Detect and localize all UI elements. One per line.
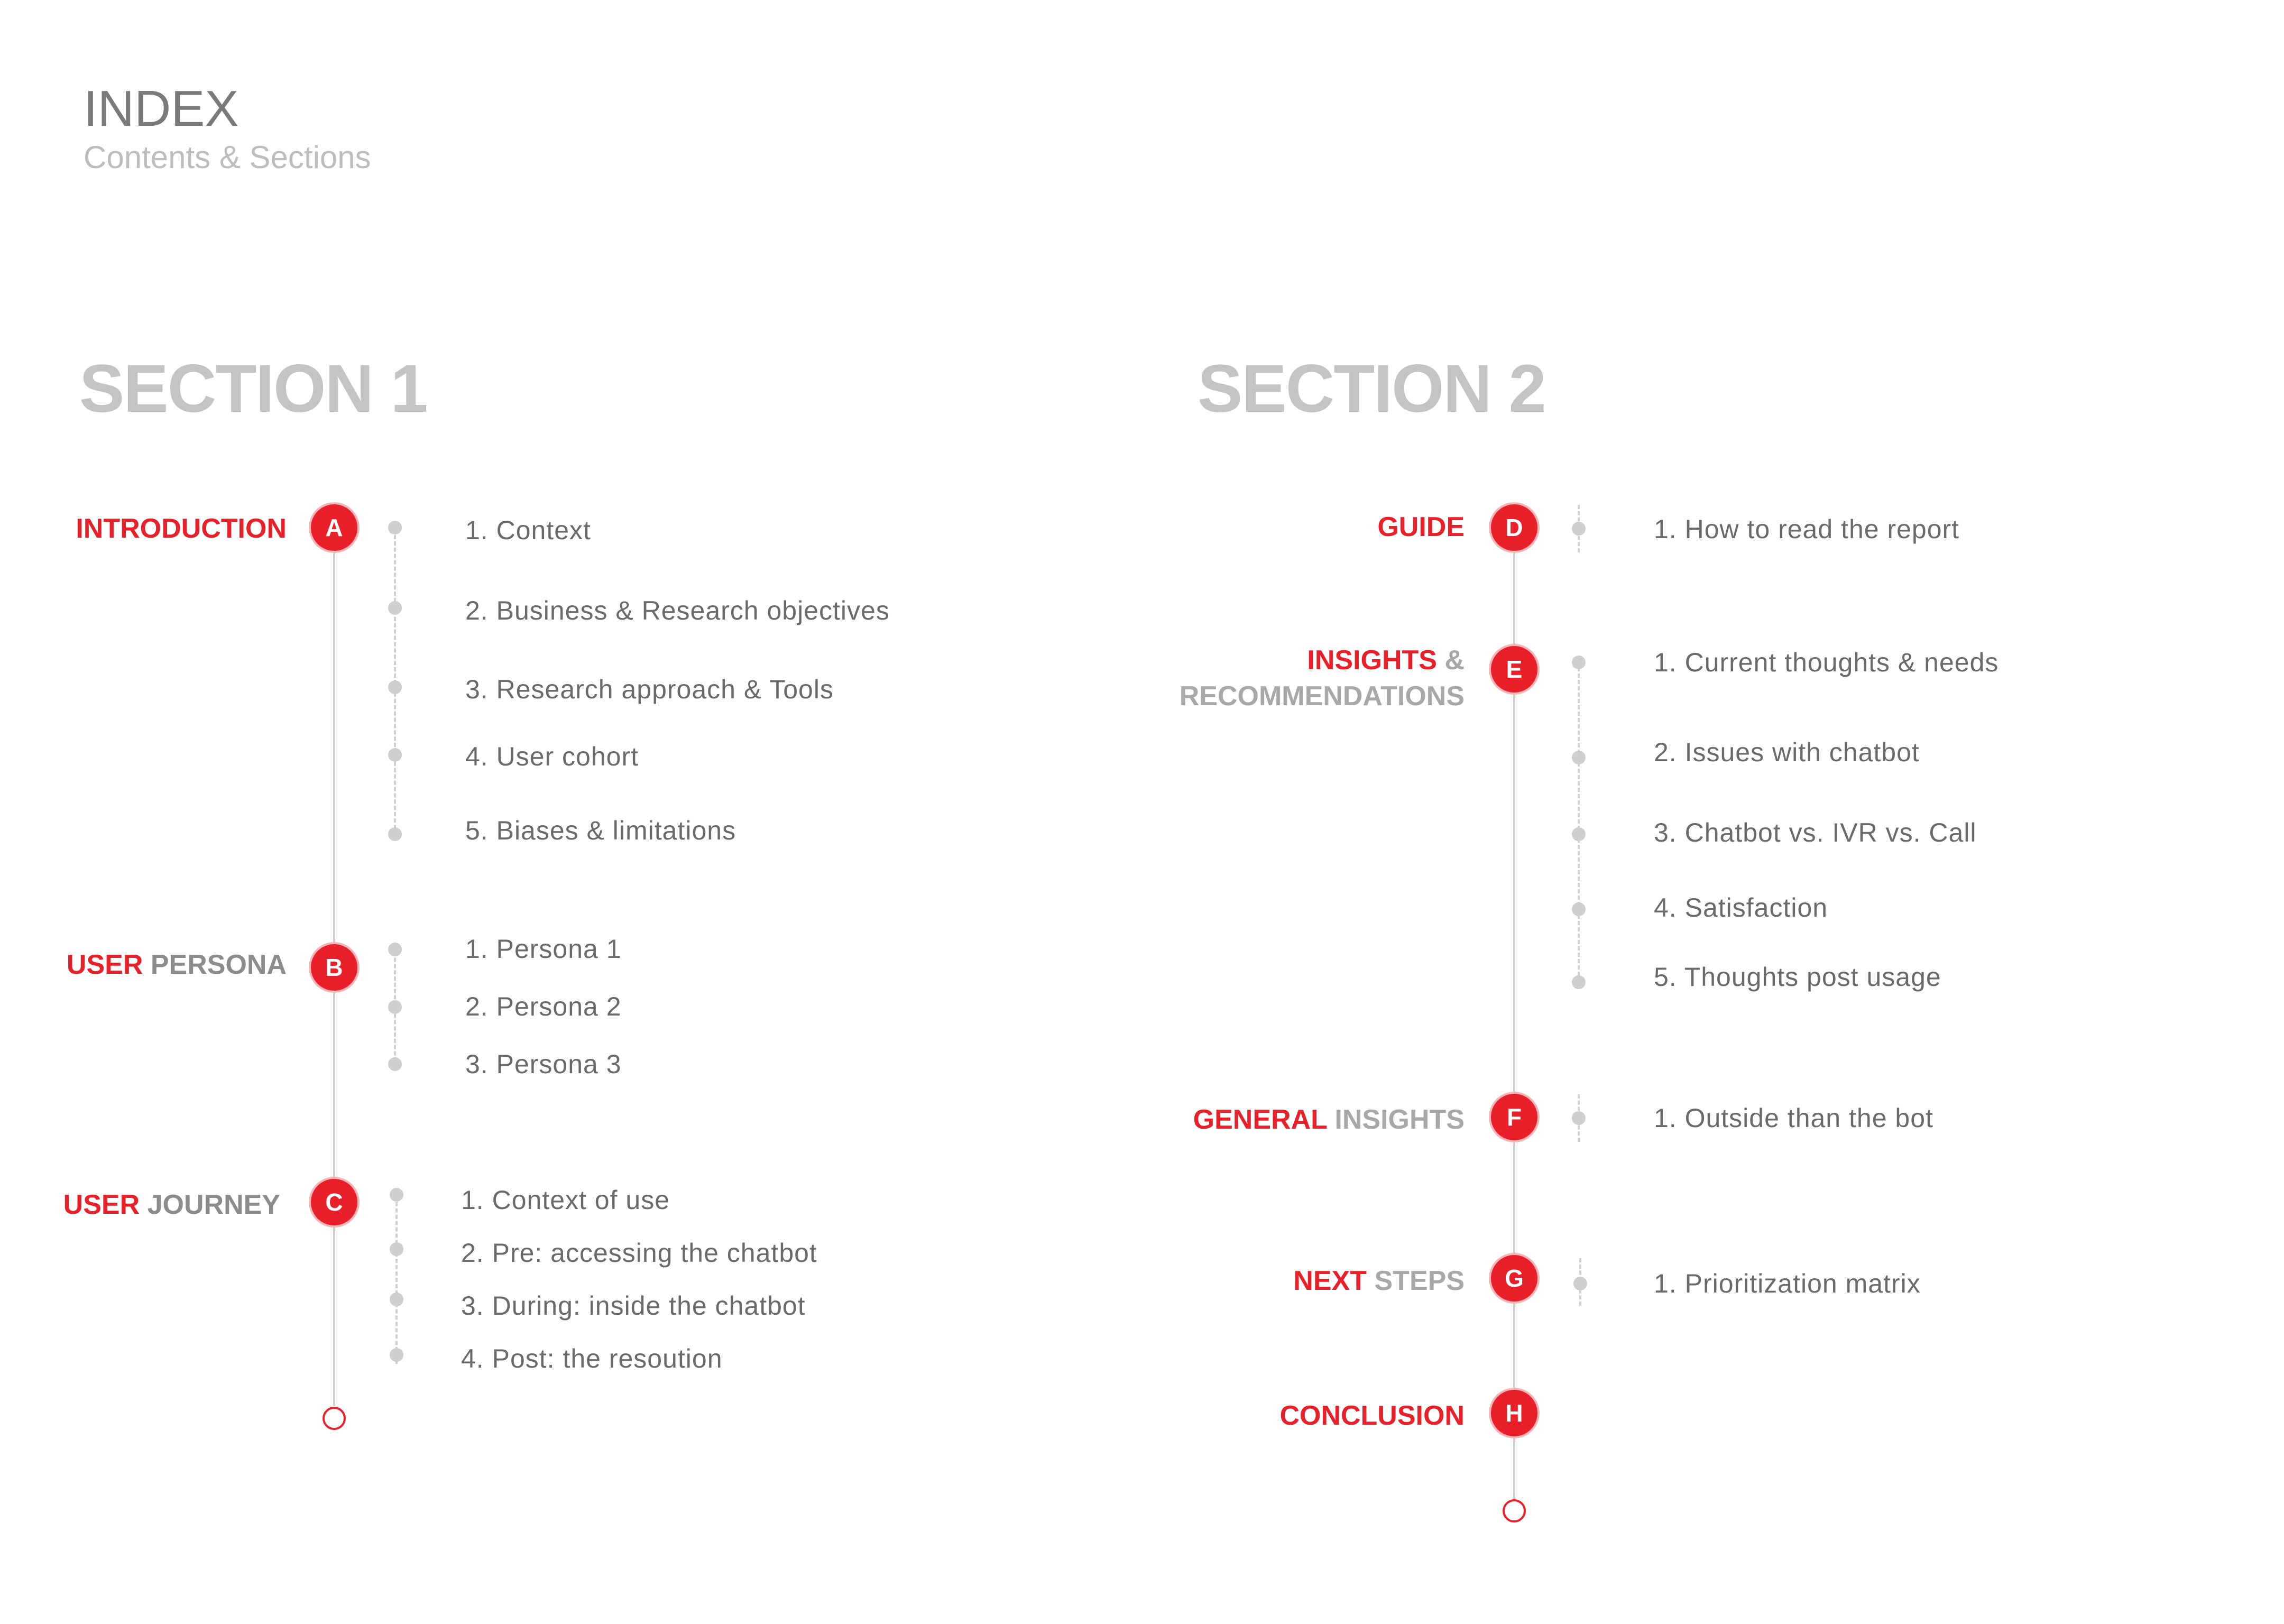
list-item[interactable]: 3. Persona 3	[465, 1049, 622, 1079]
badge-f[interactable]: F	[1489, 1092, 1540, 1142]
group-b-label-grey: PERSONA	[150, 949, 287, 980]
list-item[interactable]: 3. Research approach & Tools	[465, 675, 834, 704]
list-item[interactable]: 1. Persona 1	[465, 934, 622, 964]
list-item[interactable]: 2. Persona 2	[465, 992, 622, 1021]
group-c-label-red: USER	[63, 1189, 140, 1220]
group-c-dot-2	[390, 1242, 403, 1256]
group-b-dot-3	[388, 1057, 402, 1071]
group-a-dot-2	[388, 601, 402, 615]
group-e-dot-4	[1572, 902, 1586, 916]
section-1-end-marker	[323, 1407, 346, 1430]
group-g-dot-1	[1573, 1277, 1587, 1290]
group-h-label	[1279, 1398, 1465, 1434]
list-item[interactable]: 3. During: inside the chatbot	[461, 1291, 806, 1321]
group-e-dot-2	[1572, 751, 1586, 764]
list-item[interactable]: 3. Chatbot vs. IVR vs. Call	[1654, 818, 1977, 847]
page-subtitle: Contents & Sections	[84, 140, 371, 175]
list-item[interactable]: 2. Business & Research objectives	[465, 596, 890, 625]
group-c-label	[63, 1187, 280, 1223]
list-item[interactable]: 4. Post: the resoution	[461, 1344, 723, 1373]
list-item[interactable]: 2. Issues with chatbot	[1654, 737, 1920, 767]
group-d-dot-1	[1572, 522, 1586, 536]
group-e-dot-3	[1572, 827, 1586, 841]
list-item[interactable]: 5. Thoughts post usage	[1654, 962, 1941, 992]
list-item[interactable]: 1. Context of use	[461, 1185, 670, 1215]
group-f-dot-1	[1572, 1111, 1586, 1125]
badge-d[interactable]: D	[1489, 502, 1540, 553]
list-item[interactable]: 1. Outside than the bot	[1654, 1103, 1933, 1133]
section-2-title: SECTION 2	[1198, 351, 1545, 427]
group-a-dot-1	[388, 521, 402, 534]
group-e-label-grey: &	[1444, 645, 1465, 676]
list-item[interactable]: 4. User cohort	[465, 742, 639, 771]
badge-c[interactable]: C	[309, 1177, 360, 1228]
list-item[interactable]: 2. Pre: accessing the chatbot	[461, 1238, 817, 1268]
group-b-label-red: USER	[66, 949, 143, 980]
group-b-dot-1	[388, 943, 402, 956]
group-h-label-red: CONCLUSION	[1279, 1400, 1465, 1431]
list-item[interactable]: 5. Biases & limitations	[465, 816, 736, 845]
group-e-dot-5	[1572, 975, 1586, 989]
group-f-label-grey: INSIGHTS	[1334, 1104, 1465, 1135]
badge-e[interactable]: E	[1489, 644, 1540, 695]
group-g-label	[1293, 1263, 1465, 1299]
list-item[interactable]: 1. Context	[465, 515, 591, 545]
group-a-label	[76, 511, 287, 547]
group-e-label-red: INSIGHTS	[1307, 645, 1437, 676]
group-d-label-red: GUIDE	[1377, 512, 1465, 542]
group-b-label	[67, 947, 287, 983]
section-1-title: SECTION 1	[79, 351, 427, 427]
group-e-label-line2: RECOMMENDATIONS	[1179, 680, 1465, 712]
group-e-label	[1180, 643, 1465, 714]
badge-a[interactable]: A	[309, 502, 360, 553]
group-c-dot-1	[390, 1188, 403, 1202]
group-g-label-red: NEXT	[1293, 1266, 1367, 1296]
group-c-dot-4	[390, 1348, 403, 1362]
group-e-dot-1	[1572, 656, 1586, 669]
group-c-dot-3	[390, 1293, 403, 1306]
page-title: INDEX	[84, 80, 239, 137]
list-item[interactable]: 1. How to read the report	[1654, 514, 1960, 544]
group-e-dash	[1578, 661, 1580, 989]
badge-h[interactable]: H	[1489, 1388, 1540, 1438]
group-f-label-red: GENERAL	[1193, 1104, 1327, 1135]
badge-b[interactable]: B	[309, 942, 360, 993]
group-d-label	[1377, 510, 1465, 546]
section-2-end-marker	[1503, 1499, 1526, 1522]
group-b-dot-2	[388, 1000, 402, 1014]
group-a-dot-4	[388, 748, 402, 762]
list-item[interactable]: 1. Prioritization matrix	[1654, 1269, 1921, 1298]
group-a-dot-5	[388, 827, 402, 841]
group-a-dot-3	[388, 680, 402, 694]
group-c-label-grey: JOURNEY	[147, 1189, 280, 1220]
group-a-label-red: INTRODUCTION	[76, 513, 287, 544]
group-g-label-grey: STEPS	[1374, 1266, 1465, 1296]
list-item[interactable]: 1. Current thoughts & needs	[1654, 648, 1999, 677]
badge-g[interactable]: G	[1489, 1253, 1540, 1304]
list-item[interactable]: 4. Satisfaction	[1654, 893, 1828, 922]
group-c-dash	[395, 1189, 398, 1364]
group-f-label	[1193, 1102, 1465, 1138]
